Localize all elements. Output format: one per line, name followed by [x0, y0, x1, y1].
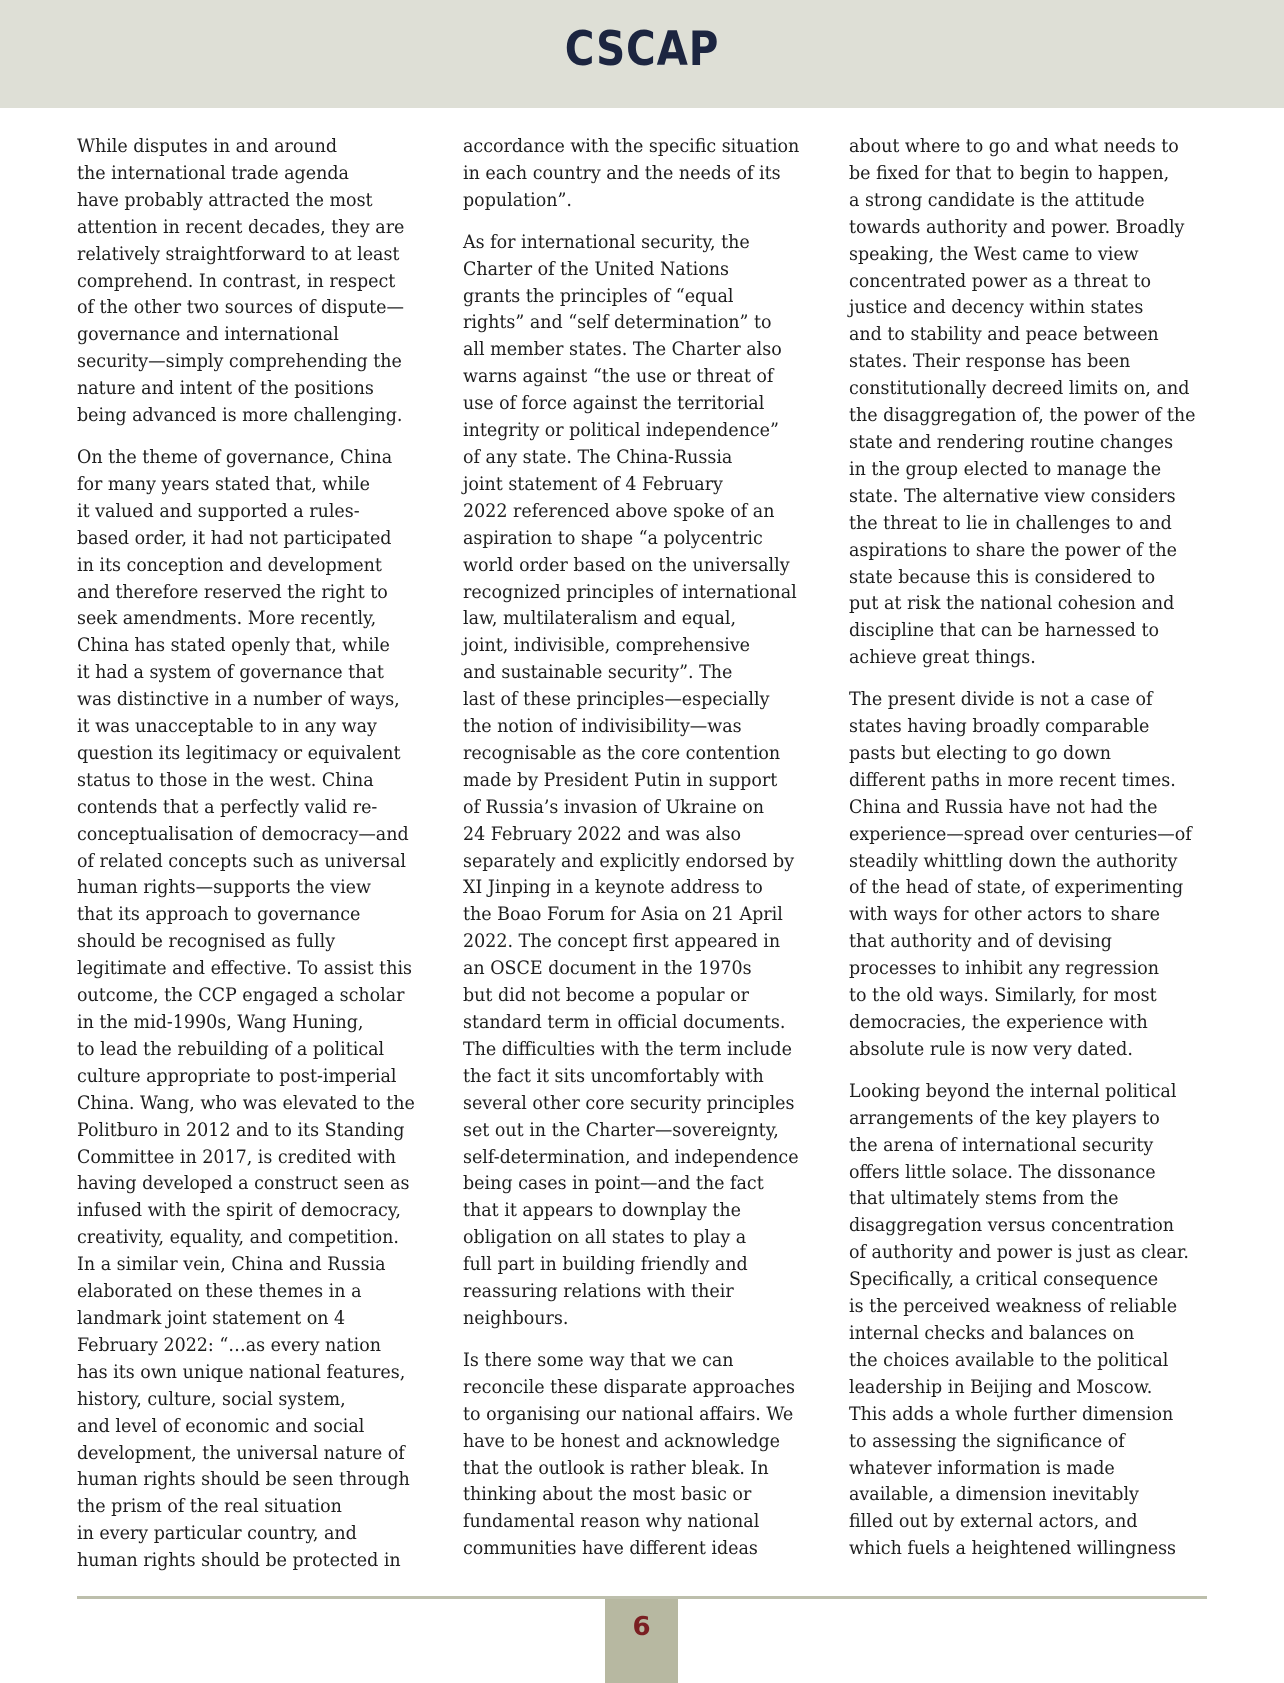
text-line: elaborated on these themes in a	[77, 1281, 362, 1303]
text-line: and to stability and peace between	[849, 324, 1159, 346]
text-line: status to those in the west. China	[77, 769, 374, 791]
text-line: aspirations to share the power of the	[849, 539, 1177, 561]
text-line: several other core security principles	[463, 1092, 795, 1114]
text-line: development, the universal nature of	[77, 1442, 405, 1464]
text-line: recognisable as the core contention	[463, 742, 781, 764]
text-line: contends that a perfectly valid re-	[77, 796, 378, 818]
text-line: towards authority and power. Broadly	[849, 216, 1185, 238]
text-line: having developed a construct seen as	[77, 1173, 410, 1195]
text-line: the Boao Forum for Asia on 21 April	[463, 904, 783, 926]
text-line: a strong candidate is the attitude	[849, 189, 1145, 211]
text-line: the notion of indivisibility—was	[463, 716, 742, 738]
text-line: have probably attracted the most	[77, 189, 373, 211]
text-line: democracies, the experience with	[849, 1012, 1148, 1033]
text-line: communities have different ideas	[463, 1538, 758, 1560]
paragraph	[463, 134, 828, 215]
paragraph	[849, 134, 1214, 672]
text-line: and sustainable security”. The	[463, 662, 733, 684]
text-line: in the mid-1990s, Wang Huning,	[77, 1012, 364, 1033]
text-line: Charter of the United Nations	[463, 258, 730, 280]
text-line: of the head of state, of experimenting	[849, 877, 1184, 899]
text-line: the choices available to the political	[849, 1349, 1169, 1371]
text-line: accordance with the specific situation	[463, 136, 800, 157]
text-line: landmark joint statement on 4	[77, 1307, 346, 1329]
text-line: which fuels a heightened willingness	[849, 1538, 1177, 1560]
text-line: the fact it sits uncomfortably with	[463, 1065, 764, 1087]
text-line: integrity or political independence”	[463, 420, 779, 442]
paragraph	[849, 1079, 1214, 1563]
text-line: obligation on all states to play a	[463, 1227, 747, 1249]
text-line: set out in the Charter—sovereignty,	[463, 1119, 779, 1141]
text-line: Is there some way that we can	[463, 1349, 734, 1371]
text-line: human rights should be seen through	[77, 1469, 410, 1491]
text-line: experience—spread over centuries—of	[849, 823, 1192, 845]
text-line: grants the principles of “equal	[463, 285, 734, 307]
text-line: steadily whittling down the authority	[849, 850, 1178, 872]
text-column-left	[77, 134, 442, 1590]
text-line: governance and international	[77, 324, 339, 346]
text-line: state. The alternative view considers	[849, 485, 1176, 507]
text-line: be fixed for that to begin to happen,	[849, 162, 1170, 184]
text-line: 24 February 2022 and was also	[463, 823, 742, 845]
text-line: for many years stated that, while	[77, 473, 371, 495]
text-line: security—simply comprehending the	[77, 351, 402, 373]
text-line: China has stated openly that, while	[77, 635, 390, 657]
text-line: The present divide is not a case of	[849, 689, 1153, 711]
text-line: arrangements of the key players to	[849, 1107, 1160, 1129]
text-line: XI Jinping in a keynote address to	[463, 877, 763, 899]
text-line: internal checks and balances on	[849, 1322, 1135, 1344]
text-line: based order, it had not participated	[77, 527, 392, 549]
paragraph	[77, 134, 442, 430]
text-line: February 2022: “…as every nation	[77, 1334, 382, 1356]
text-line: rights” and “self determination” to	[463, 312, 772, 334]
text-line: relatively straightforward to at least	[77, 243, 400, 265]
text-line: comprehend. In contrast, in respect	[77, 270, 396, 292]
text-line: infused with the spirit of democracy,	[77, 1200, 401, 1222]
text-line: the prism of the real situation	[77, 1496, 342, 1518]
text-line: 2022. The concept first appeared in	[463, 931, 781, 953]
text-line: attention in recent decades, they are	[77, 216, 405, 238]
text-line: separately and explicitly endorsed by	[463, 850, 795, 872]
text-line: Politburo in 2012 and to its Standing	[77, 1119, 405, 1141]
text-line: about where to go and what needs to	[849, 136, 1179, 157]
text-line: all member states. The Charter also	[463, 339, 782, 361]
text-line: conceptualisation of democracy—and	[77, 823, 409, 845]
text-line: constitutionally decreed limits on, and	[849, 378, 1190, 400]
text-line: of Russia’s invasion of Ukraine on	[463, 796, 765, 818]
text-line: in each country and the needs of its	[463, 162, 781, 184]
text-line: question its legitimacy or equivalent	[77, 742, 401, 764]
text-line: achieve great things.	[849, 647, 1036, 669]
text-line: justice and decency within states	[849, 297, 1144, 319]
text-line: Looking beyond the internal political	[849, 1080, 1177, 1102]
text-line: pasts but electing to go down	[849, 742, 1111, 764]
text-line: it had a system of governance that	[77, 662, 384, 684]
text-line: thinking about the most basic or	[463, 1484, 752, 1506]
text-line: last of these principles—especially	[463, 689, 770, 711]
text-line: to organising our national affairs. We	[463, 1403, 794, 1425]
text-line: it was unacceptable to in any way	[77, 716, 377, 738]
text-line: made by President Putin in support	[463, 769, 778, 791]
text-line: While disputes in and around	[77, 136, 338, 157]
text-line: human rights should be protected in	[77, 1550, 401, 1572]
text-line: has its own unique national features,	[77, 1361, 406, 1383]
text-line: leadership in Beijing and Moscow.	[849, 1376, 1153, 1398]
text-line: In a similar vein, China and Russia	[77, 1254, 386, 1276]
text-line: being advanced is more challenging.	[77, 405, 403, 427]
text-line: that ultimately stems from the	[849, 1188, 1119, 1210]
page-number: 6	[632, 1612, 651, 1642]
text-line: with ways for other actors to share	[849, 904, 1161, 926]
text-line: fundamental reason why national	[463, 1511, 760, 1533]
text-line: was distinctive in a number of ways,	[77, 689, 400, 711]
text-line: 2022 referenced above spoke of an	[463, 500, 775, 522]
text-line: being cases in point—and the fact	[463, 1173, 764, 1195]
text-line: is the perceived weakness of reliable	[849, 1296, 1178, 1318]
text-line: to assessing the significance of	[849, 1430, 1125, 1452]
text-line: different paths in more recent times.	[849, 769, 1176, 791]
text-line: in its conception and development	[77, 554, 382, 576]
text-line: in every particular country, and	[77, 1523, 357, 1545]
text-line: aspiration to shape “a polycentric	[463, 527, 763, 549]
text-line: processes to inhibit any regression	[849, 958, 1159, 980]
text-line: put at risk the national cohesion and	[849, 593, 1175, 615]
text-column-middle	[463, 134, 828, 1578]
text-column-right	[849, 134, 1214, 1578]
text-line: that its approach to governance	[77, 904, 361, 926]
text-line: and level of economic and social	[77, 1415, 365, 1437]
text-line: states having broadly comparable	[849, 716, 1150, 738]
text-line: This adds a whole further dimension	[849, 1403, 1174, 1425]
text-line: to lead the rebuilding of a political	[77, 1038, 385, 1060]
text-line: absolute rule is now very dated.	[849, 1038, 1133, 1060]
text-line: creativity, equality, and competition.	[77, 1227, 399, 1249]
text-line: to the old ways. Similarly, for most	[849, 985, 1157, 1007]
text-line: recognized principles of international	[463, 581, 797, 603]
text-line: outcome, the CCP engaged a scholar	[77, 985, 405, 1007]
text-line: joint statement of 4 February	[463, 473, 723, 495]
text-line: have to be honest and acknowledge	[463, 1430, 780, 1452]
text-line: The difficulties with the term include	[463, 1038, 792, 1060]
text-line: filled out by external actors, and	[849, 1511, 1138, 1533]
text-line: the arena of international security	[849, 1134, 1154, 1156]
text-line: Specifically, a critical consequence	[849, 1269, 1159, 1291]
paragraph	[77, 445, 442, 1575]
publication-title: CSCAP	[564, 22, 720, 77]
text-line: China and Russia have not had the	[849, 796, 1158, 818]
text-line: in the group elected to manage the	[849, 458, 1162, 480]
text-line: state and rendering routine changes	[849, 431, 1174, 453]
text-line: seek amendments. More recently,	[77, 608, 377, 630]
text-line: of related concepts such as universal	[77, 850, 407, 872]
text-line: it valued and supported a rules-	[77, 500, 360, 522]
text-line: should be recognised as fully	[77, 931, 336, 953]
text-line: self-determination, and independence	[463, 1146, 799, 1168]
text-line: On the theme of governance, China	[77, 446, 393, 468]
text-line: history, culture, social system,	[77, 1388, 346, 1410]
text-line: the disaggregation of, the power of the	[849, 405, 1196, 427]
text-line: an OSCE document in the 1970s	[463, 958, 752, 980]
text-line: Committee in 2017, is credited with	[77, 1146, 397, 1168]
text-line: the international trade agenda	[77, 162, 349, 184]
text-line: legitimate and effective. To assist this	[77, 958, 413, 980]
text-line: that the outlook is rather bleak. In	[463, 1457, 769, 1479]
text-line: of the other two sources of dispute—	[77, 297, 404, 319]
paragraph	[849, 687, 1214, 1064]
text-line: warns against “the use or threat of	[463, 366, 774, 388]
text-line: concentrated power as a threat to	[849, 270, 1152, 292]
paragraph	[463, 230, 828, 1333]
text-line: speaking, the West came to view	[849, 243, 1139, 265]
text-line: the threat to lie in challenges to and	[849, 512, 1172, 534]
text-line: and therefore reserved the right to	[77, 581, 388, 603]
text-line: population”.	[463, 189, 572, 211]
text-line: world order based on the universally	[463, 554, 790, 576]
text-line: reconcile these disparate approaches	[463, 1376, 795, 1398]
text-line: reassuring relations with their	[463, 1281, 734, 1303]
text-line: but did not become a popular or	[463, 985, 749, 1007]
text-line: human rights—supports the view	[77, 877, 371, 899]
text-line: joint, indivisible, comprehensive	[463, 635, 751, 657]
text-line: available, a dimension inevitably	[849, 1484, 1139, 1506]
text-line: culture appropriate to post-imperial	[77, 1065, 397, 1087]
text-line: As for international security, the	[463, 231, 750, 253]
text-line: disaggregation versus concentration	[849, 1215, 1175, 1237]
text-line: state because this is considered to	[849, 566, 1156, 588]
paragraph	[463, 1348, 828, 1563]
text-line: full part in building friendly and	[463, 1254, 748, 1276]
text-line: offers little solace. The dissonance	[849, 1161, 1156, 1183]
text-line: states. Their response has been	[849, 351, 1131, 373]
text-line: of any state. The China-Russia	[463, 446, 733, 468]
text-line: standard term in official documents.	[463, 1012, 786, 1033]
text-line: neighbours.	[463, 1307, 569, 1329]
text-line: use of force against the territorial	[463, 393, 765, 415]
text-line: nature and intent of the positions	[77, 378, 374, 400]
text-line: that authority and of devising	[849, 931, 1112, 953]
text-line: law, multilateralism and equal,	[463, 608, 737, 630]
text-line: that it appears to downplay the	[463, 1200, 741, 1222]
text-line: discipline that can be harnessed to	[849, 620, 1160, 642]
text-line: China. Wang, who was elevated to the	[77, 1092, 415, 1114]
text-line: of authority and power is just as clear.	[849, 1242, 1189, 1264]
text-line: whatever information is made	[849, 1457, 1115, 1479]
